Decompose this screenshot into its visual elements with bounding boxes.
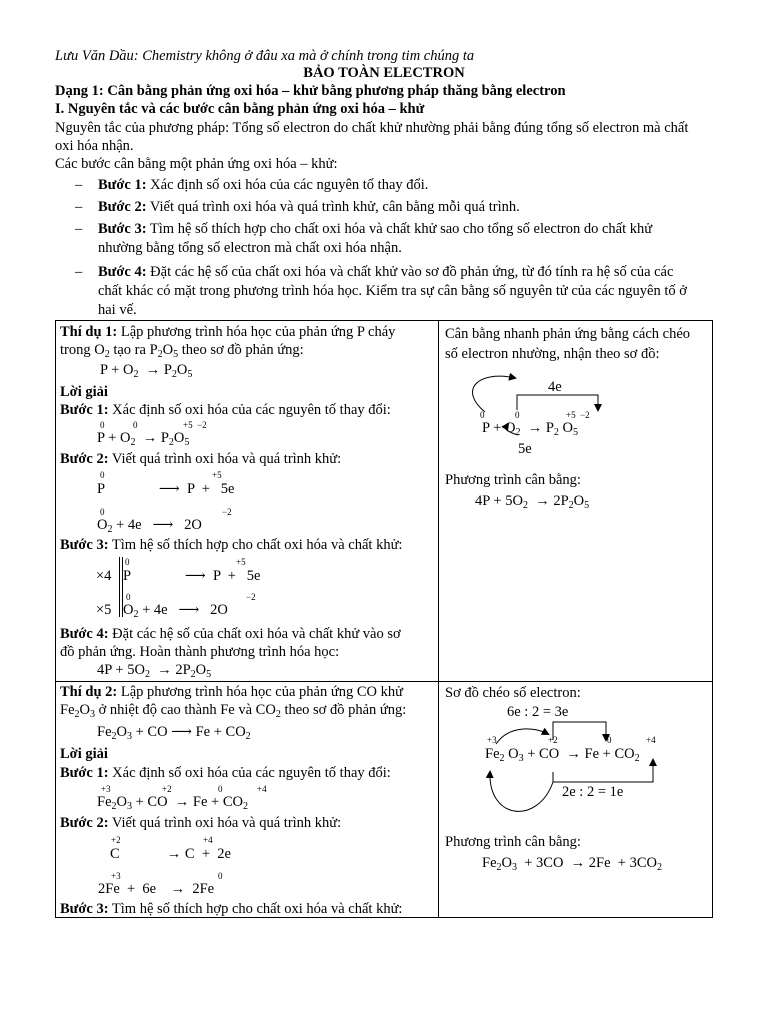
ox-number: 0 <box>133 420 138 430</box>
desc-sub: 2 <box>74 709 80 720</box>
example1-desc-line-1 <box>60 323 395 341</box>
example2-desc-line-1 <box>60 683 403 701</box>
step-label: Bước 3: <box>98 221 147 237</box>
desc-sub: 2 <box>157 349 163 360</box>
example1-desc-text: Lập phương trình hóa học của phản ứng P cháy <box>120 324 396 340</box>
label-4e: 4e <box>548 379 562 395</box>
step-label: Bước 2: <box>98 199 147 215</box>
example1-right-line-2: số electron nhường, nhận theo sơ đồ: <box>445 346 660 362</box>
step-label: Bước 1: <box>60 765 109 781</box>
ox-number: +3 <box>111 871 121 881</box>
ox-number: 0 <box>126 592 131 602</box>
example1-buoc4-l1 <box>60 625 401 643</box>
desc-part: ở nhiệt độ cao thành Fe và CO <box>94 702 276 718</box>
step-text: Xác định số oxi hóa của các nguyên tố thay đổi. <box>150 177 429 193</box>
example2-scheme-equation: $Fe_2O_3$ + CO ⟶ $Fe + CO_2$ <box>97 724 251 742</box>
example1-b2-oxidation: P ⟶ P + 5e <box>97 481 235 497</box>
dash-bullet: – <box>75 177 83 193</box>
arrow-4e <box>517 395 598 410</box>
example1-desc-line-2 <box>60 341 304 359</box>
principle-line-1: Nguyên tắc của phương pháp: Tổng số electron do chất khử nhường phải bằng đúng tổng số electron mà chất <box>55 120 689 136</box>
ox-number: +5 <box>212 470 222 480</box>
ox-number: 0 <box>100 470 105 480</box>
desc-part: tạo ra P <box>109 342 158 358</box>
ox-number: +2 <box>111 835 121 845</box>
example1-buoc1 <box>60 401 391 419</box>
step-text: Xác định số oxi hóa của các nguyên tố thay đổi: <box>108 765 391 781</box>
example2-buoc1 <box>60 764 391 782</box>
ox-number: −2 <box>246 592 256 602</box>
step-text: Đặt các hệ số của chất oxi hóa và chất khử vào sơ đồ phản ứng, từ đó tính ra hệ số của các <box>150 264 674 280</box>
arrow-1e <box>490 772 553 811</box>
step-label: Bước 2: <box>60 451 109 467</box>
ox-number: 0 <box>218 871 223 881</box>
desc-part: theo sơ đồ phản ứng: <box>178 342 304 358</box>
example1-label: Thí dụ 1: <box>60 324 118 340</box>
ox-number: 0 <box>218 784 223 794</box>
step-text: Viết quá trình oxi hóa và quá trình khử: <box>108 451 342 467</box>
example1-right-eq-label: Phương trình cân bằng: <box>445 472 581 488</box>
steps-intro: Các bước cân bằng một phản ứng oxi hóa – khử: <box>55 156 338 172</box>
ox-number: +3 <box>101 784 111 794</box>
ox-number: 0 <box>125 557 130 567</box>
step-label: Bước 3: <box>60 901 109 917</box>
author-header: Lưu Văn Dầu: Chemistry không ở đâu xa mà ở chính trong tim chúng ta <box>55 48 475 64</box>
section-heading: I. Nguyên tắc và các bước cân bằng phản ứng oxi hóa – khử <box>55 101 425 117</box>
example1-b3-reduction: $O_2 + 4e$ ⟶ 2O <box>123 602 228 620</box>
example2-loi-giai: Lời giải <box>60 746 108 762</box>
ox-number: +4 <box>646 735 656 745</box>
ox-number: +2 <box>162 784 172 794</box>
ox-number: +4 <box>257 784 267 794</box>
dash-bullet: – <box>75 199 83 215</box>
step-label: Bước 1: <box>98 177 147 193</box>
example1-right-final-equation: $4P + 5O_2 \to 2P_2O_5$ <box>475 493 590 511</box>
step-text: Tìm hệ số thích hợp cho chất oxi hóa và chất khử: <box>108 901 403 917</box>
step-text-cont: hai vế. <box>98 302 137 318</box>
example1-right-equation: $P + O_2 \to P_2$ $O_5$ <box>482 420 578 438</box>
example2-right-eq-label: Phương trình cân bằng: <box>445 834 581 850</box>
label-6e: 6e : 2 = 3e <box>507 704 569 720</box>
step-text: Xác định số oxi hóa của các nguyên tố thay đổi: <box>108 402 391 418</box>
ox-number: +5 <box>236 557 246 567</box>
ox-number: 0 <box>515 410 520 420</box>
multiplier-o: ×5 <box>96 602 112 618</box>
ox-number: +3 <box>487 735 497 745</box>
page-title: BẢO TOÀN ELECTRON <box>303 65 465 81</box>
step-text: Viết quá trình oxi hóa và quá trình khử, cân bằng mỗi quá trình. <box>149 199 520 215</box>
step-text: Đặt các hệ số của chất oxi hóa và chất khử vào sơ <box>108 626 401 642</box>
step-text: Viết quá trình oxi hóa và quá trình khử: <box>108 815 342 831</box>
ox-number: 0 <box>480 410 485 420</box>
example2-buoc3 <box>60 900 402 918</box>
multiplier-p: ×4 <box>96 568 112 584</box>
step-label: Bước 4: <box>60 626 109 642</box>
label-5e: 5e <box>518 441 532 457</box>
example2-desc-line-2 <box>60 701 406 719</box>
example2-b1-equation: $Fe_2O_3$ + CO → $Fe + CO_2$ <box>97 794 248 812</box>
ox-number: −2 <box>222 507 232 517</box>
step-label: Bước 1: <box>60 402 109 418</box>
desc-part: trong O <box>60 342 105 358</box>
example2-label: Thí dụ 2: <box>60 684 118 700</box>
step-label: Bước 3: <box>60 537 109 553</box>
example1-b2-reduction: $O_2 + 4e$ ⟶ 2O <box>97 517 202 535</box>
label-1e: 2e : 2 = 1e <box>562 784 624 800</box>
arrow-curve-p-o <box>473 376 515 412</box>
example2-desc-text: Lập phương trình hóa học của phản ứng CO khử <box>120 684 403 700</box>
ox-number: +2 <box>548 735 558 745</box>
example1-b3-oxidation: P ⟶ P + 5e <box>123 568 261 584</box>
example1-final-equation: $4P + 5O_2 \to 2P_2O_5$ <box>97 662 212 680</box>
step-text: Tìm hệ số thích hợp cho chất oxi hóa và chất khử: <box>108 537 403 553</box>
step-label: Bước 2: <box>60 815 109 831</box>
example2-b2-reduction: 2Fe + 6e → 2Fe <box>98 881 215 897</box>
ox-number: +4 <box>203 835 213 845</box>
desc-part: Fe <box>60 702 75 718</box>
example1-buoc3 <box>60 536 402 554</box>
step-text-cont: nhường bằng tổng số electron mà chất oxi hóa nhận. <box>98 240 402 256</box>
example2-buoc2 <box>60 814 341 832</box>
desc-sub: 3 <box>89 709 95 720</box>
example1-buoc2 <box>60 450 341 468</box>
example1-scheme-equation: $P + O_2 \to P_2O_5$ <box>100 362 193 380</box>
desc-part: O <box>162 342 174 358</box>
desc-sub: 2 <box>275 709 281 720</box>
ox-number: +5 −2 <box>183 420 207 430</box>
example1-right-line-1: Cân bằng nhanh phản ứng bằng cách chéo <box>445 326 691 342</box>
arrow-curve-fe-c <box>496 729 548 744</box>
example1-loi-giai: Lời giải <box>60 384 108 400</box>
step-text: Tìm hệ số thích hợp cho chất oxi hóa và chất khử sao cho tổng số electron do chất khử <box>149 221 653 237</box>
example1-b1-equation: $P + O_2 \to P_2O_5$ <box>97 430 190 448</box>
dang-heading: Dạng 1: Cân bằng phản ứng oxi hóa – khử bằng phương pháp thăng bằng electron <box>55 83 566 99</box>
ox-number: +5 −2 <box>566 410 590 420</box>
example2-b2-oxidation: C → C + 2e <box>110 846 231 862</box>
example2-right-equation: $Fe_2$ $O_3$ + CO → $Fe + CO_2$ <box>485 746 640 764</box>
ox-number: 0 <box>100 420 105 430</box>
example2-right-line-1: Sơ đồ chéo số electron: <box>445 685 581 701</box>
bracket-line <box>119 557 120 617</box>
example2-right-final-equation: $Fe_2O_3 + 3CO \to 2Fe + 3CO_2$ <box>482 855 662 873</box>
step-label: Bước 4: <box>98 264 147 280</box>
electron-cross-diagram-2 <box>438 700 713 830</box>
desc-sub: 5 <box>173 349 179 360</box>
dash-bullet: – <box>75 221 83 237</box>
ox-number: 0 <box>100 507 105 517</box>
desc-part: O <box>79 702 90 718</box>
ox-number: 0 <box>607 735 612 745</box>
desc-part: theo sơ đồ phản ứng: <box>280 702 407 718</box>
principle-line-2: oxi hóa nhận. <box>55 138 134 154</box>
example1-buoc4-l2: đồ phản ứng. Hoàn thành phương trình hóa học: <box>60 644 340 660</box>
step-text-cont: chất khác có mặt trong phương trình hóa học. Kiểm tra sự cân bằng số nguyên tử của các nguyên tố ở <box>98 283 687 299</box>
dash-bullet: – <box>75 264 83 280</box>
arrow-6e <box>553 722 606 740</box>
desc-sub: 2 <box>104 349 110 360</box>
